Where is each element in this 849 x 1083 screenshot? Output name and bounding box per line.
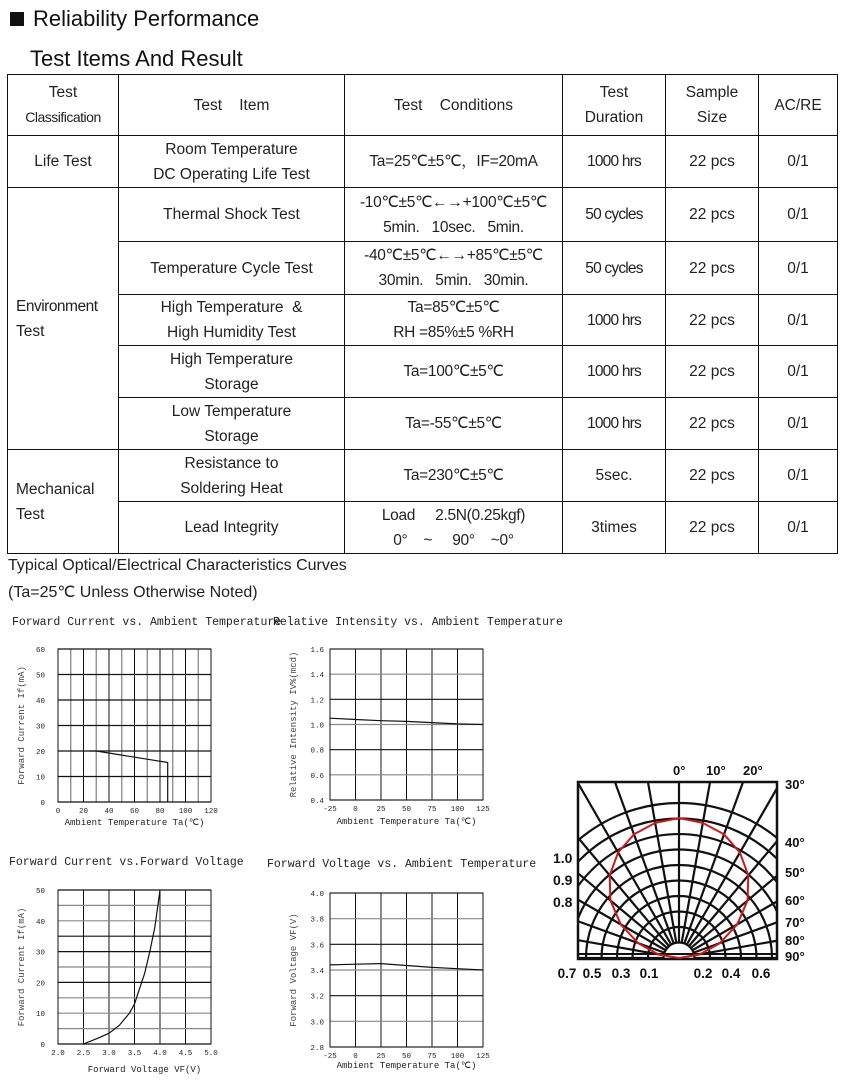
- y-tick-label: 1.6: [310, 647, 324, 655]
- y-tick-label: 30: [35, 949, 45, 958]
- x-tick-label: 75: [427, 1053, 437, 1061]
- x-tick-label: 2.5: [76, 1050, 91, 1058]
- x-tick-label: 0: [353, 806, 358, 814]
- y-tick-label: 60: [35, 647, 45, 655]
- section-title: Reliability Performance: [10, 6, 259, 32]
- test-duration: 5sec.: [563, 450, 666, 502]
- y-tick-label: 50: [35, 888, 45, 896]
- acre-value: 0/1: [759, 450, 838, 502]
- y-tick-label: 0: [40, 1042, 45, 1050]
- polar-bottom-label: 0.2: [693, 966, 713, 981]
- x-tick-label: 125: [476, 806, 490, 814]
- x-tick-label: 80: [155, 808, 165, 816]
- test-duration: 1000 hrs: [563, 295, 666, 346]
- sample-size: 22 pcs: [666, 502, 759, 554]
- y-tick-label: 2.8: [310, 1045, 324, 1053]
- polar-angle-label: 30°: [785, 777, 805, 792]
- x-axis-label: Ambient Temperature Ta(℃): [336, 817, 477, 827]
- x-tick-label: 40: [104, 808, 114, 816]
- chart-0-group: [17, 647, 218, 828]
- y-tick-label: 3.6: [310, 942, 324, 951]
- sample-size: 22 pcs: [666, 242, 759, 295]
- y-tick-label: 10: [35, 774, 45, 783]
- y-axis-label: Forward Voltage VF(V): [289, 913, 299, 1027]
- polar-bottom-label: 0.4: [721, 966, 741, 981]
- chart-1-group: [289, 647, 490, 827]
- acre-value: 0/1: [759, 346, 838, 398]
- x-tick-label: 50: [401, 1053, 412, 1061]
- polar-bottom-label: 0.7: [557, 966, 577, 981]
- y-tick-label: 3.4: [310, 968, 324, 976]
- polar-angle-label: 10°: [706, 763, 726, 778]
- x-tick-label: 0: [55, 808, 61, 816]
- sample-size: 22 pcs: [666, 136, 759, 188]
- test-duration: 3times: [563, 502, 666, 554]
- y-tick-label: 10: [35, 1011, 45, 1020]
- polar-angle-label: 90°: [785, 949, 805, 964]
- polar-angle-label: 0°: [673, 763, 686, 778]
- classification-life-test: Life Test: [8, 136, 119, 188]
- y-tick-label: 4.0: [310, 891, 324, 899]
- acre-value: 0/1: [759, 188, 838, 242]
- test-duration: 1000 hrs: [563, 346, 666, 398]
- x-tick-label: 3.5: [127, 1050, 142, 1058]
- x-tick-label: 25: [376, 806, 386, 814]
- test-duration: 50 cycles: [563, 188, 666, 242]
- test-conditions: Ta=230℃±5℃: [345, 450, 563, 502]
- polar-bottom-label: 0.3: [611, 966, 631, 981]
- polar-bottom-label: 0.1: [639, 966, 659, 981]
- x-tick-label: 120: [204, 808, 218, 816]
- acre-value: 0/1: [759, 502, 838, 554]
- header-acre: AC/RE: [759, 75, 838, 136]
- sample-size: 22 pcs: [666, 450, 759, 502]
- polar-angle-label: 80°: [785, 933, 805, 948]
- y-tick-label: 1.4: [310, 672, 324, 681]
- chart-title: Forward Current vs.Forward Voltage: [9, 856, 244, 869]
- header-conditions: Test Conditions: [345, 75, 563, 136]
- test-item: Room Temperature DC Operating Life Test: [119, 136, 345, 188]
- chart-title: Forward Voltage vs. Ambient Temperature: [267, 858, 537, 871]
- y-tick-label: 1.0: [310, 722, 324, 731]
- test-duration: 1000 hrs: [563, 398, 666, 450]
- test-item: Lead Integrity: [119, 502, 345, 554]
- test-item: Low Temperature Storage: [119, 398, 345, 450]
- acre-value: 0/1: [759, 295, 838, 346]
- test-conditions: Ta=25℃±5℃，IF=20mA: [345, 136, 563, 188]
- test-duration: 1000 hrs: [563, 136, 666, 188]
- header-classification: Test Classification: [8, 75, 119, 136]
- polar-bottom-label: 0.5: [582, 966, 602, 981]
- y-tick-label: 30: [35, 723, 45, 732]
- test-conditions: Load 2.5N(0.25kgf) 0° ~ 90° ~0°: [345, 502, 563, 554]
- x-tick-label: 125: [476, 1053, 490, 1061]
- acre-value: 0/1: [759, 242, 838, 295]
- y-axis-label: Forward Current If(mA): [17, 666, 27, 785]
- y-tick-label: 20: [35, 749, 45, 757]
- x-tick-label: 4.0: [153, 1050, 167, 1058]
- polar-grid: [545, 755, 815, 958]
- test-conditions: Ta=100℃±5℃: [345, 346, 563, 398]
- test-conditions: Ta=-55℃±5℃: [345, 398, 563, 450]
- y-axis-label: Forward Current If(mA): [17, 907, 27, 1027]
- polar-angle-label: 40°: [785, 835, 805, 850]
- header-duration: Test Duration: [563, 75, 666, 136]
- test-item: Thermal Shock Test: [119, 188, 345, 242]
- x-tick-label: 25: [376, 1053, 386, 1061]
- x-tick-label: 100: [450, 806, 465, 814]
- curves-note: (Ta=25℃ Unless Otherwise Noted): [8, 584, 258, 601]
- test-item: High Temperature Storage: [119, 346, 345, 398]
- x-tick-label: -25: [323, 806, 337, 814]
- polar-radial-label: 0.9: [553, 872, 573, 888]
- x-tick-label: -25: [323, 1053, 337, 1061]
- chart-title: Forward Current vs. Ambient Temperature: [12, 616, 282, 629]
- header-item: Test Item: [119, 75, 345, 136]
- polar-angle-label: 50°: [785, 865, 805, 880]
- y-axis-label: Relative Intensity IV%(mcd): [289, 651, 299, 798]
- header-sample-size: Sample Size: [666, 75, 759, 136]
- sample-size: 22 pcs: [666, 398, 759, 450]
- test-conditions: -10℃±5℃←→+100℃±5℃ 5min. 10sec. 5min.: [345, 188, 563, 242]
- chart-2-group: [17, 888, 218, 1075]
- x-tick-label: 0: [353, 1053, 358, 1061]
- y-tick-label: 50: [35, 672, 45, 681]
- y-tick-label: 3.8: [310, 916, 324, 925]
- test-item: Resistance to Soldering Heat: [119, 450, 345, 502]
- polar-angle-label: 60°: [785, 893, 805, 908]
- sample-size: 22 pcs: [666, 346, 759, 398]
- chart-radiation-diagram: [545, 755, 815, 985]
- sample-size: 22 pcs: [666, 188, 759, 242]
- x-tick-label: 50: [401, 806, 412, 814]
- x-axis-label: Ambient Temperature Ta(℃): [64, 818, 205, 828]
- polar-angle-label: 20°: [743, 763, 763, 778]
- y-tick-label: 40: [35, 918, 45, 927]
- test-conditions: -40℃±5℃←→+85℃±5℃ 30min. 5min. 30min.: [345, 242, 563, 295]
- subsection-title: Test Items And Result: [30, 46, 243, 71]
- x-axis-label: Ambient Temperature Ta(℃): [336, 1061, 477, 1071]
- x-tick-label: 75: [427, 806, 437, 814]
- test-item: Temperature Cycle Test: [119, 242, 345, 295]
- classification-mechanical-test: Mechanical Test: [8, 450, 119, 554]
- y-tick-label: 1.2: [310, 697, 324, 706]
- y-tick-label: 3.2: [310, 993, 324, 1002]
- test-item: High Temperature & High Humidity Test: [119, 295, 345, 346]
- test-duration: 50 cycles: [563, 242, 666, 295]
- classification-environment-test: Environment Test: [8, 188, 119, 450]
- x-tick-label: 2.0: [51, 1050, 65, 1058]
- test-conditions: Ta=85℃±5℃ RH =85%±5 %RH: [345, 295, 563, 346]
- x-tick-label: 20: [78, 808, 89, 816]
- chart-3-group: [289, 891, 490, 1071]
- y-tick-label: 0: [40, 800, 45, 808]
- polar-angle-label: 70°: [785, 915, 805, 930]
- polar-radial-label: 0.8: [553, 894, 573, 910]
- sample-size: 22 pcs: [666, 295, 759, 346]
- y-tick-label: 0.6: [310, 772, 324, 781]
- y-tick-label: 0.4: [310, 798, 324, 806]
- x-axis-label: Forward Voltage VF(V): [87, 1065, 202, 1075]
- x-tick-label: 4.5: [178, 1050, 193, 1058]
- x-tick-label: 100: [178, 808, 193, 816]
- x-tick-label: 60: [129, 808, 140, 816]
- polar-radial-label: 1.0: [553, 850, 573, 866]
- polar-bottom-label: 0.6: [751, 966, 771, 981]
- polar-group: [545, 755, 815, 981]
- x-tick-label: 100: [450, 1053, 465, 1061]
- x-tick-label: 3.0: [102, 1050, 116, 1058]
- y-tick-label: 3.0: [310, 1019, 324, 1028]
- acre-value: 0/1: [759, 398, 838, 450]
- chart-title: Relative Intensity vs. Ambient Temperature: [273, 616, 563, 629]
- y-tick-label: 20: [35, 980, 45, 989]
- y-tick-label: 0.8: [310, 747, 324, 756]
- curves-title: Typical Optical/Electrical Characteristics Curves: [8, 557, 347, 574]
- acre-value: 0/1: [759, 136, 838, 188]
- y-tick-label: 40: [35, 698, 45, 706]
- x-tick-label: 5.0: [204, 1050, 218, 1058]
